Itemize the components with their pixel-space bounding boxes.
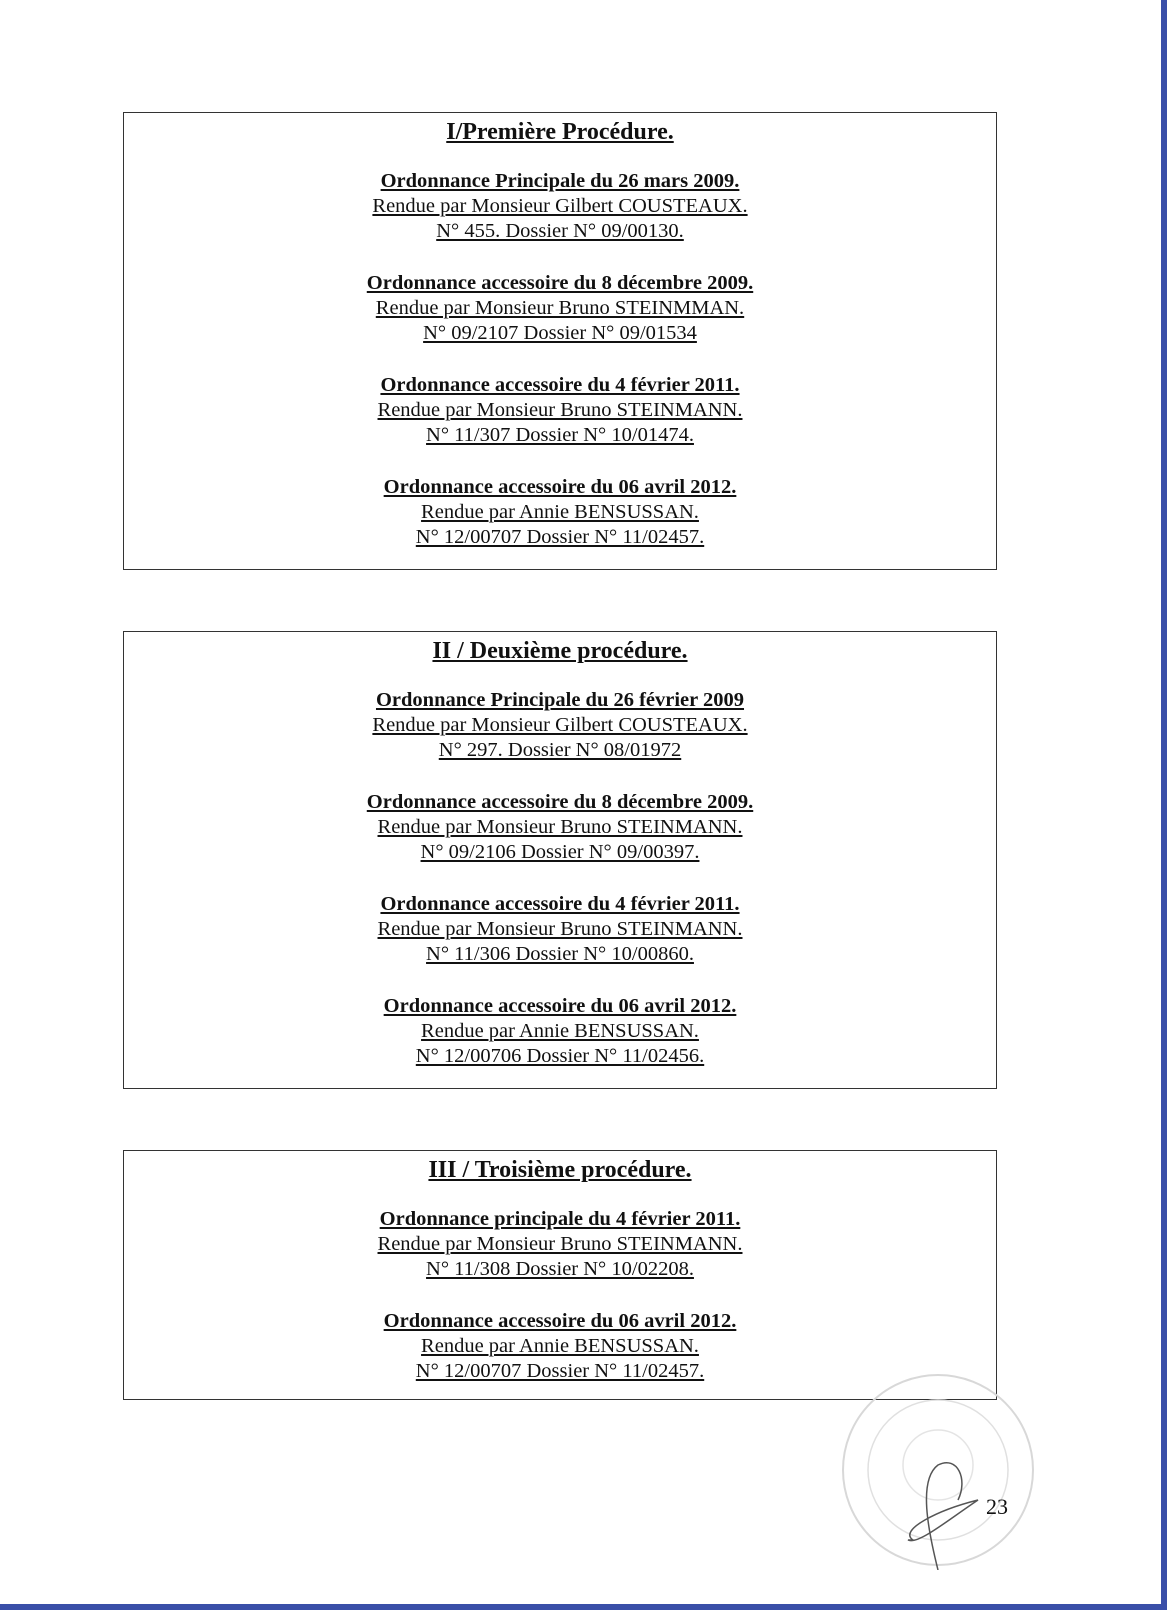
page-edge-right (1161, 0, 1167, 1610)
reference-line: N° 09/2106 Dossier N° 09/00397. (420, 841, 700, 863)
signature (908, 1500, 978, 1541)
ordonnance-heading: Ordonnance accessoire du 8 décembre 2009. (366, 272, 754, 294)
ordonnance-heading: Ordonnance principale du 4 février 2011. (379, 1208, 741, 1230)
ordonnance-entry (124, 271, 996, 346)
ordonnance-heading: Ordonnance accessoire du 06 avril 2012. (383, 1310, 737, 1332)
ordonnance-heading: Ordonnance accessoire du 06 avril 2012. (383, 995, 737, 1017)
judge-line: Rendue par Monsieur Bruno STEINMANN. (377, 816, 743, 838)
judge-line: Rendue par Monsieur Gilbert COUSTEAUX. (372, 195, 748, 217)
reference-line: N° 11/308 Dossier N° 10/02208. (426, 1258, 694, 1280)
reference-line: N° 12/00706 Dossier N° 11/02456. (415, 1045, 705, 1067)
ordonnance-heading: Ordonnance Principale du 26 mars 2009. (380, 170, 740, 192)
judge-line: Rendue par Annie BENSUSSAN. (421, 501, 699, 523)
judge-line: Rendue par Monsieur Bruno STEINMANN. (377, 399, 743, 421)
ordonnance-heading: Ordonnance accessoire du 4 février 2011. (380, 893, 740, 915)
ordonnance-entry (124, 475, 996, 550)
judge-line: Rendue par Monsieur Bruno STEINMANN. (377, 1233, 743, 1255)
ordonnance-entry (124, 688, 996, 763)
ordonnance-entry (124, 1207, 996, 1282)
ordonnance-heading: Ordonnance accessoire du 8 décembre 2009. (366, 791, 754, 813)
section-premiere-procedure (123, 112, 997, 570)
judge-line: Rendue par Annie BENSUSSAN. (421, 1020, 699, 1042)
reference-line: N° 297. Dossier N° 08/01972 (438, 739, 682, 761)
section-title: III / Troisième procédure. (428, 1157, 692, 1183)
ordonnance-entry (124, 169, 996, 244)
ordonnance-entry (124, 892, 996, 967)
ordonnance-entry (124, 373, 996, 448)
ordonnance-heading: Ordonnance accessoire du 4 février 2011. (380, 374, 740, 396)
section-title: I/Première Procédure. (446, 119, 674, 145)
judge-line: Rendue par Annie BENSUSSAN. (421, 1335, 699, 1357)
judge-line: Rendue par Monsieur Bruno STEINMMAN. (375, 297, 745, 319)
page-edge-bottom (0, 1604, 1167, 1610)
reference-line: N° 455. Dossier N° 09/00130. (436, 220, 684, 242)
reference-line: N° 11/306 Dossier N° 10/00860. (426, 943, 694, 965)
page-number: 23 (986, 1494, 1008, 1519)
judge-line: Rendue par Monsieur Gilbert COUSTEAUX. (372, 714, 748, 736)
reference-line: N° 09/2107 Dossier N° 09/01534 (423, 322, 697, 344)
ordonnance-heading: Ordonnance accessoire du 06 avril 2012. (383, 476, 737, 498)
reference-line: N° 12/00707 Dossier N° 11/02457. (415, 1360, 705, 1382)
ordonnance-heading: Ordonnance Principale du 26 février 2009 (375, 689, 745, 711)
reference-line: N° 11/307 Dossier N° 10/01474. (426, 424, 694, 446)
ordonnance-entry (124, 790, 996, 865)
judge-line: Rendue par Monsieur Bruno STEINMANN. (377, 918, 743, 940)
reference-line: N° 12/00707 Dossier N° 11/02457. (415, 526, 705, 548)
section-troisieme-procedure (123, 1150, 997, 1400)
section-title: II / Deuxième procédure. (432, 638, 688, 664)
court-seal-stamp (838, 1370, 1038, 1570)
section-deuxieme-procedure (123, 631, 997, 1089)
ordonnance-entry (124, 994, 996, 1069)
